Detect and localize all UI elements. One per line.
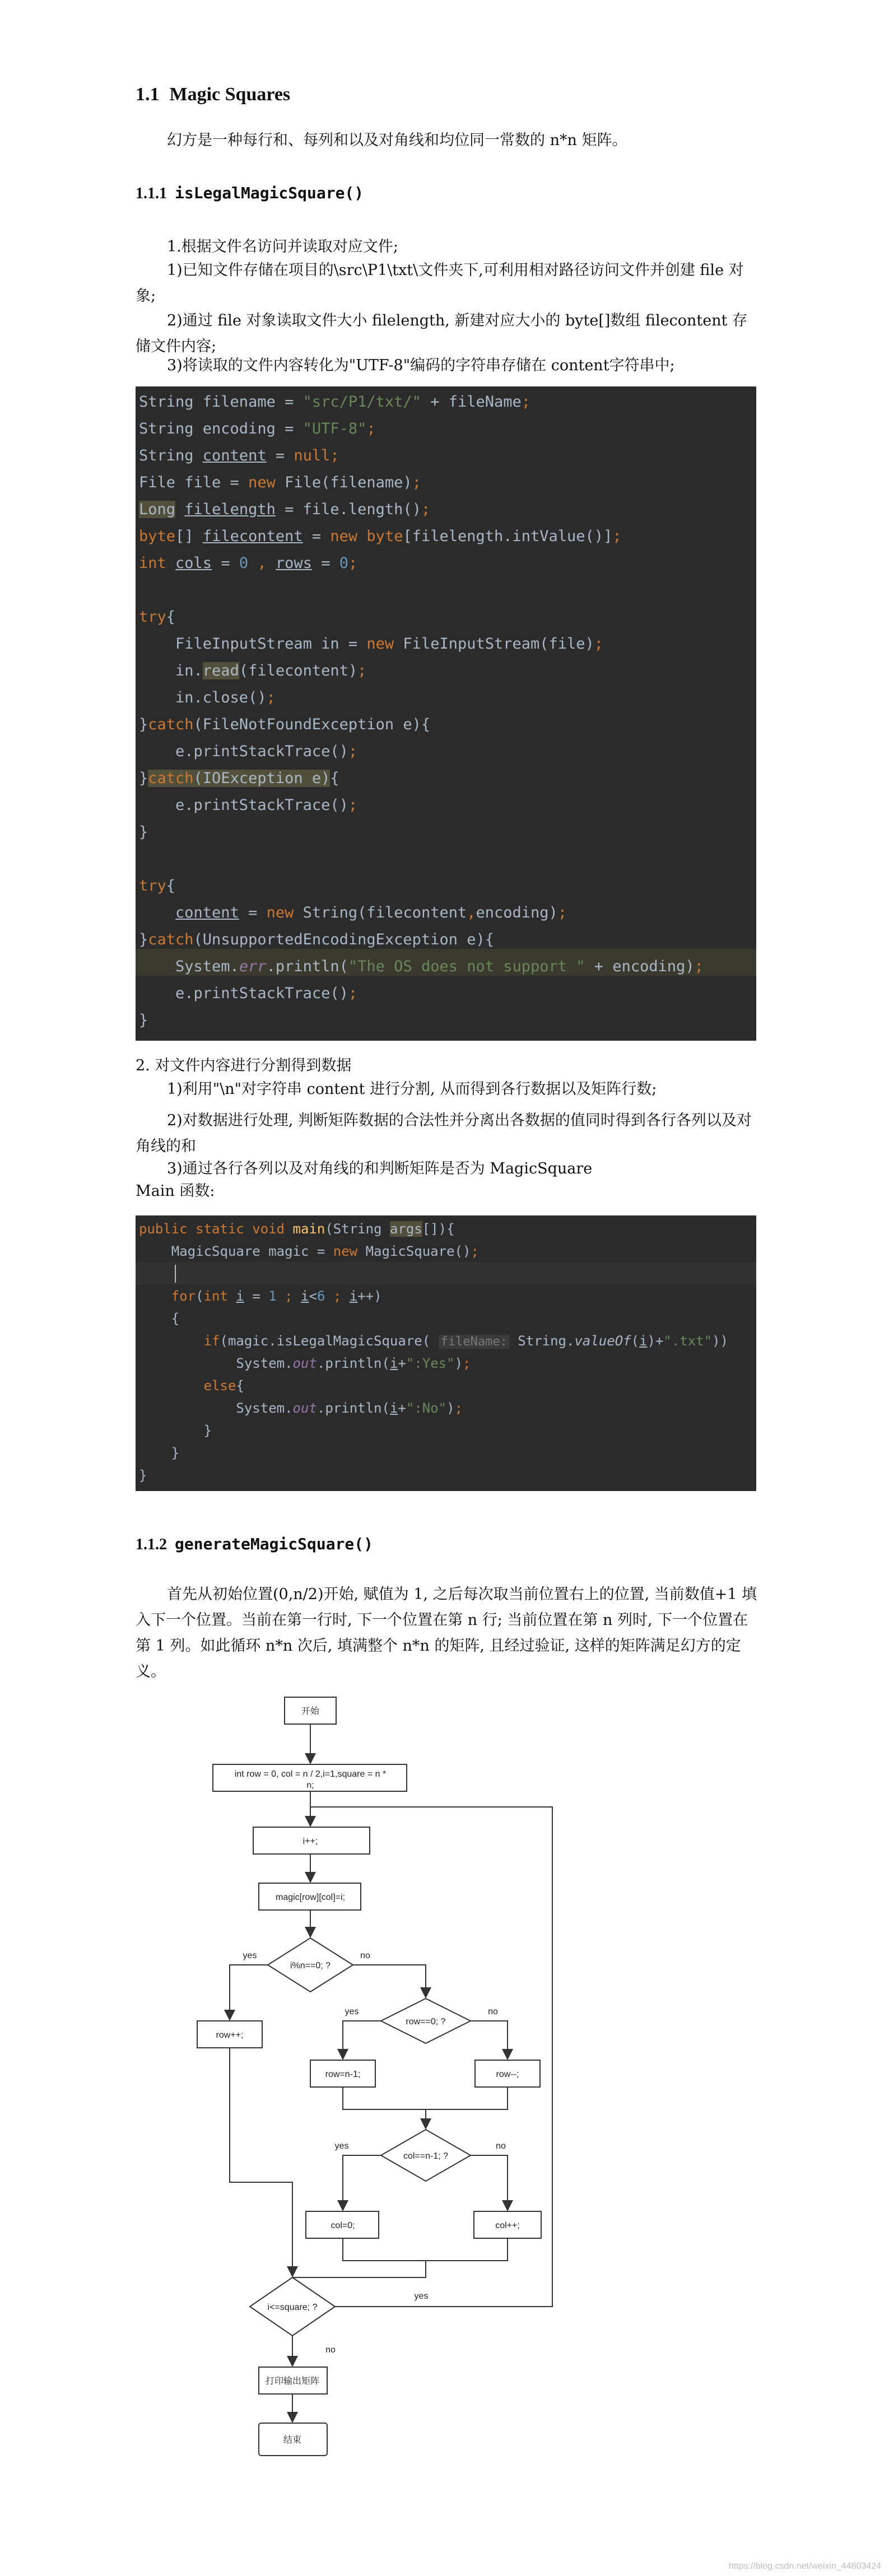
flow-decision-loop-text: i<=square; ? <box>267 2303 318 2312</box>
flow-col-inc-text: col++; <box>495 2221 520 2230</box>
flow-decision-mod-text: i%n==0; ? <box>290 1961 331 1971</box>
flow-init-text-1: int row = 0, col = n / 2,i=1,square = n * <box>234 1769 387 1779</box>
code-line: MagicSquare magic = new MagicSquare(); <box>139 1243 479 1259</box>
flow-label-no: no <box>496 2141 506 2151</box>
code-line: try{ <box>139 608 176 626</box>
step-1: 1.根据文件名访问并读取对应文件; <box>167 238 398 255</box>
code-line: try{ <box>139 877 176 895</box>
flow-label-yes: yes <box>243 1951 257 1960</box>
flow-label-yes: yes <box>334 2141 349 2151</box>
watermark: https://blog.csdn.net/weixin_44803424 <box>728 2561 881 2571</box>
code-line: byte[] filecontent = new byte[filelength.intValue()]; <box>139 528 622 545</box>
code-line: String encoding = "UTF-8"; <box>139 420 376 437</box>
subsection-title-1: isLegalMagicSquare() <box>175 184 364 202</box>
section-number: 1.1 <box>136 84 160 105</box>
flow-start-text: 开始 <box>301 1707 320 1716</box>
flow-init-text-2: n; <box>306 1781 314 1790</box>
code-line: e.printStackTrace(); <box>139 743 358 760</box>
code-line: FileInputStream in = new FileInputStream(file); <box>139 635 604 653</box>
flow-label-yes: yes <box>414 2291 429 2301</box>
flow-col-set-text: col=0; <box>331 2221 355 2230</box>
code-line: System.err.println("The OS does not support " + encoding); <box>139 958 704 975</box>
subsection-number-1: 1.1.1 <box>136 185 167 202</box>
step-1c: 3)将读取的文件内容转化为"UTF-8"编码的字符串存储在 content字符串中; <box>167 357 675 374</box>
step-2b: 2)对数据进行处理, 判断矩阵数据的合法性并分离出各数据的值同时得到各行各列以及对角线的和 <box>136 1112 752 1155</box>
flow-decision-col-text: col==n-1; ? <box>403 2151 449 2161</box>
flow-row-set-text: row=n-1; <box>325 2070 361 2079</box>
step-1a: 1)已知文件存储在项目的\src\P1\txt\文件夹下,可利用相对路径访问文件并创建 file 对象; <box>136 262 744 305</box>
code-line: } <box>139 823 148 841</box>
code-line: }catch(IOException e){ <box>139 770 339 787</box>
flow-print-text: 打印输出矩阵 <box>265 2377 320 2386</box>
algorithm-paragraph: 首先从初始位置(0,n/2)开始, 赋值为 1, 之后每次取当前位置右上的位置, 当前数值+1 填入下一个位置。当前在第一行时, 下一个位置在第 n 行; 当前位置在第 n 列时, 下一个位置在第 1 列。如此循环 n*n 次后, 填满整个 n*n 的矩阵, 且经过验证, 这样的矩阵满足幻方的定义。 <box>136 1586 757 1680</box>
flow-label-no: no <box>488 2007 498 2016</box>
code-line: e.printStackTrace(); <box>139 796 358 814</box>
code-line: File file = new File(filename); <box>139 474 421 491</box>
code-line: Long filelength = file.length(); <box>139 501 431 518</box>
subsection-number-2: 1.1.2 <box>136 1536 167 1553</box>
code-line: else{ <box>203 1378 244 1394</box>
code-line: content = new String(filecontent,encoding); <box>175 904 567 921</box>
code-line: public static void main(String args[]){ <box>139 1221 455 1237</box>
step-2d: Main 函数: <box>136 1182 215 1200</box>
code-line: if(magic.isLegalMagicSquare( fileName: String.valueOf(i)+".txt")) <box>203 1333 729 1349</box>
subsection-title-2: generateMagicSquare() <box>175 1535 374 1553</box>
flow-row-inc-text: row++; <box>216 2030 244 2040</box>
code-line: }catch(FileNotFoundException e){ <box>139 716 431 733</box>
code-line: { <box>139 1311 180 1326</box>
flow-increment-text: i++; <box>302 1837 318 1846</box>
code-line: in.read(filecontent); <box>139 662 367 679</box>
section-title: Magic Squares <box>169 84 291 105</box>
code-line: } <box>139 1012 148 1029</box>
code-line: String filename = "src/P1/txt/" + fileName; <box>139 393 531 411</box>
step-2: 2. 对文件内容进行分割得到数据 <box>136 1057 352 1074</box>
code-line: int cols = 0 , rows = 0; <box>139 555 358 572</box>
code-line: }catch(UnsupportedEncodingException e){ <box>139 931 494 948</box>
code-line: System.out.println(i+":Yes"); <box>139 1355 471 1371</box>
code-line: System.out.println(i+":No"); <box>139 1400 463 1416</box>
flow-label-no: no <box>360 1951 370 1960</box>
code-line: in.close(); <box>139 689 276 706</box>
flow-assign-text: magic[row][col]=i; <box>275 1893 346 1902</box>
flow-label-no: no <box>325 2345 336 2355</box>
code-line: } <box>139 1423 212 1438</box>
code-line: for(int i = 1 ; i<6 ; i++) <box>171 1288 382 1304</box>
intro-paragraph: 幻方是一种每行和、每列和以及对角线和均位同一常数的 n*n 矩阵。 <box>167 132 627 149</box>
code-line: e.printStackTrace(); <box>139 985 358 1002</box>
step-1b: 2)通过 file 对象读取文件大小 filelength, 新建对应大小的 byte[]数组 filecontent 存储文件内容; <box>136 312 748 355</box>
flow-decision-row-text: row==0; ? <box>406 2017 446 2027</box>
code-line: } <box>139 1468 147 1483</box>
flow-row-dec-text: row--; <box>496 2070 519 2079</box>
step-2c: 3)通过各行各列以及对角线的和判断矩阵是否为 MagicSquare <box>167 1160 593 1177</box>
code-line: String content = null; <box>139 447 339 464</box>
flow-label-yes: yes <box>345 2007 359 2016</box>
code-line: } <box>139 1445 180 1461</box>
parameter-hint: fileName: <box>439 1335 510 1349</box>
step-2a: 1)利用"\n"对字符串 content 进行分割, 从而得到各行数据以及矩阵行数; <box>167 1080 657 1098</box>
flow-end-text: 结束 <box>283 2435 302 2445</box>
